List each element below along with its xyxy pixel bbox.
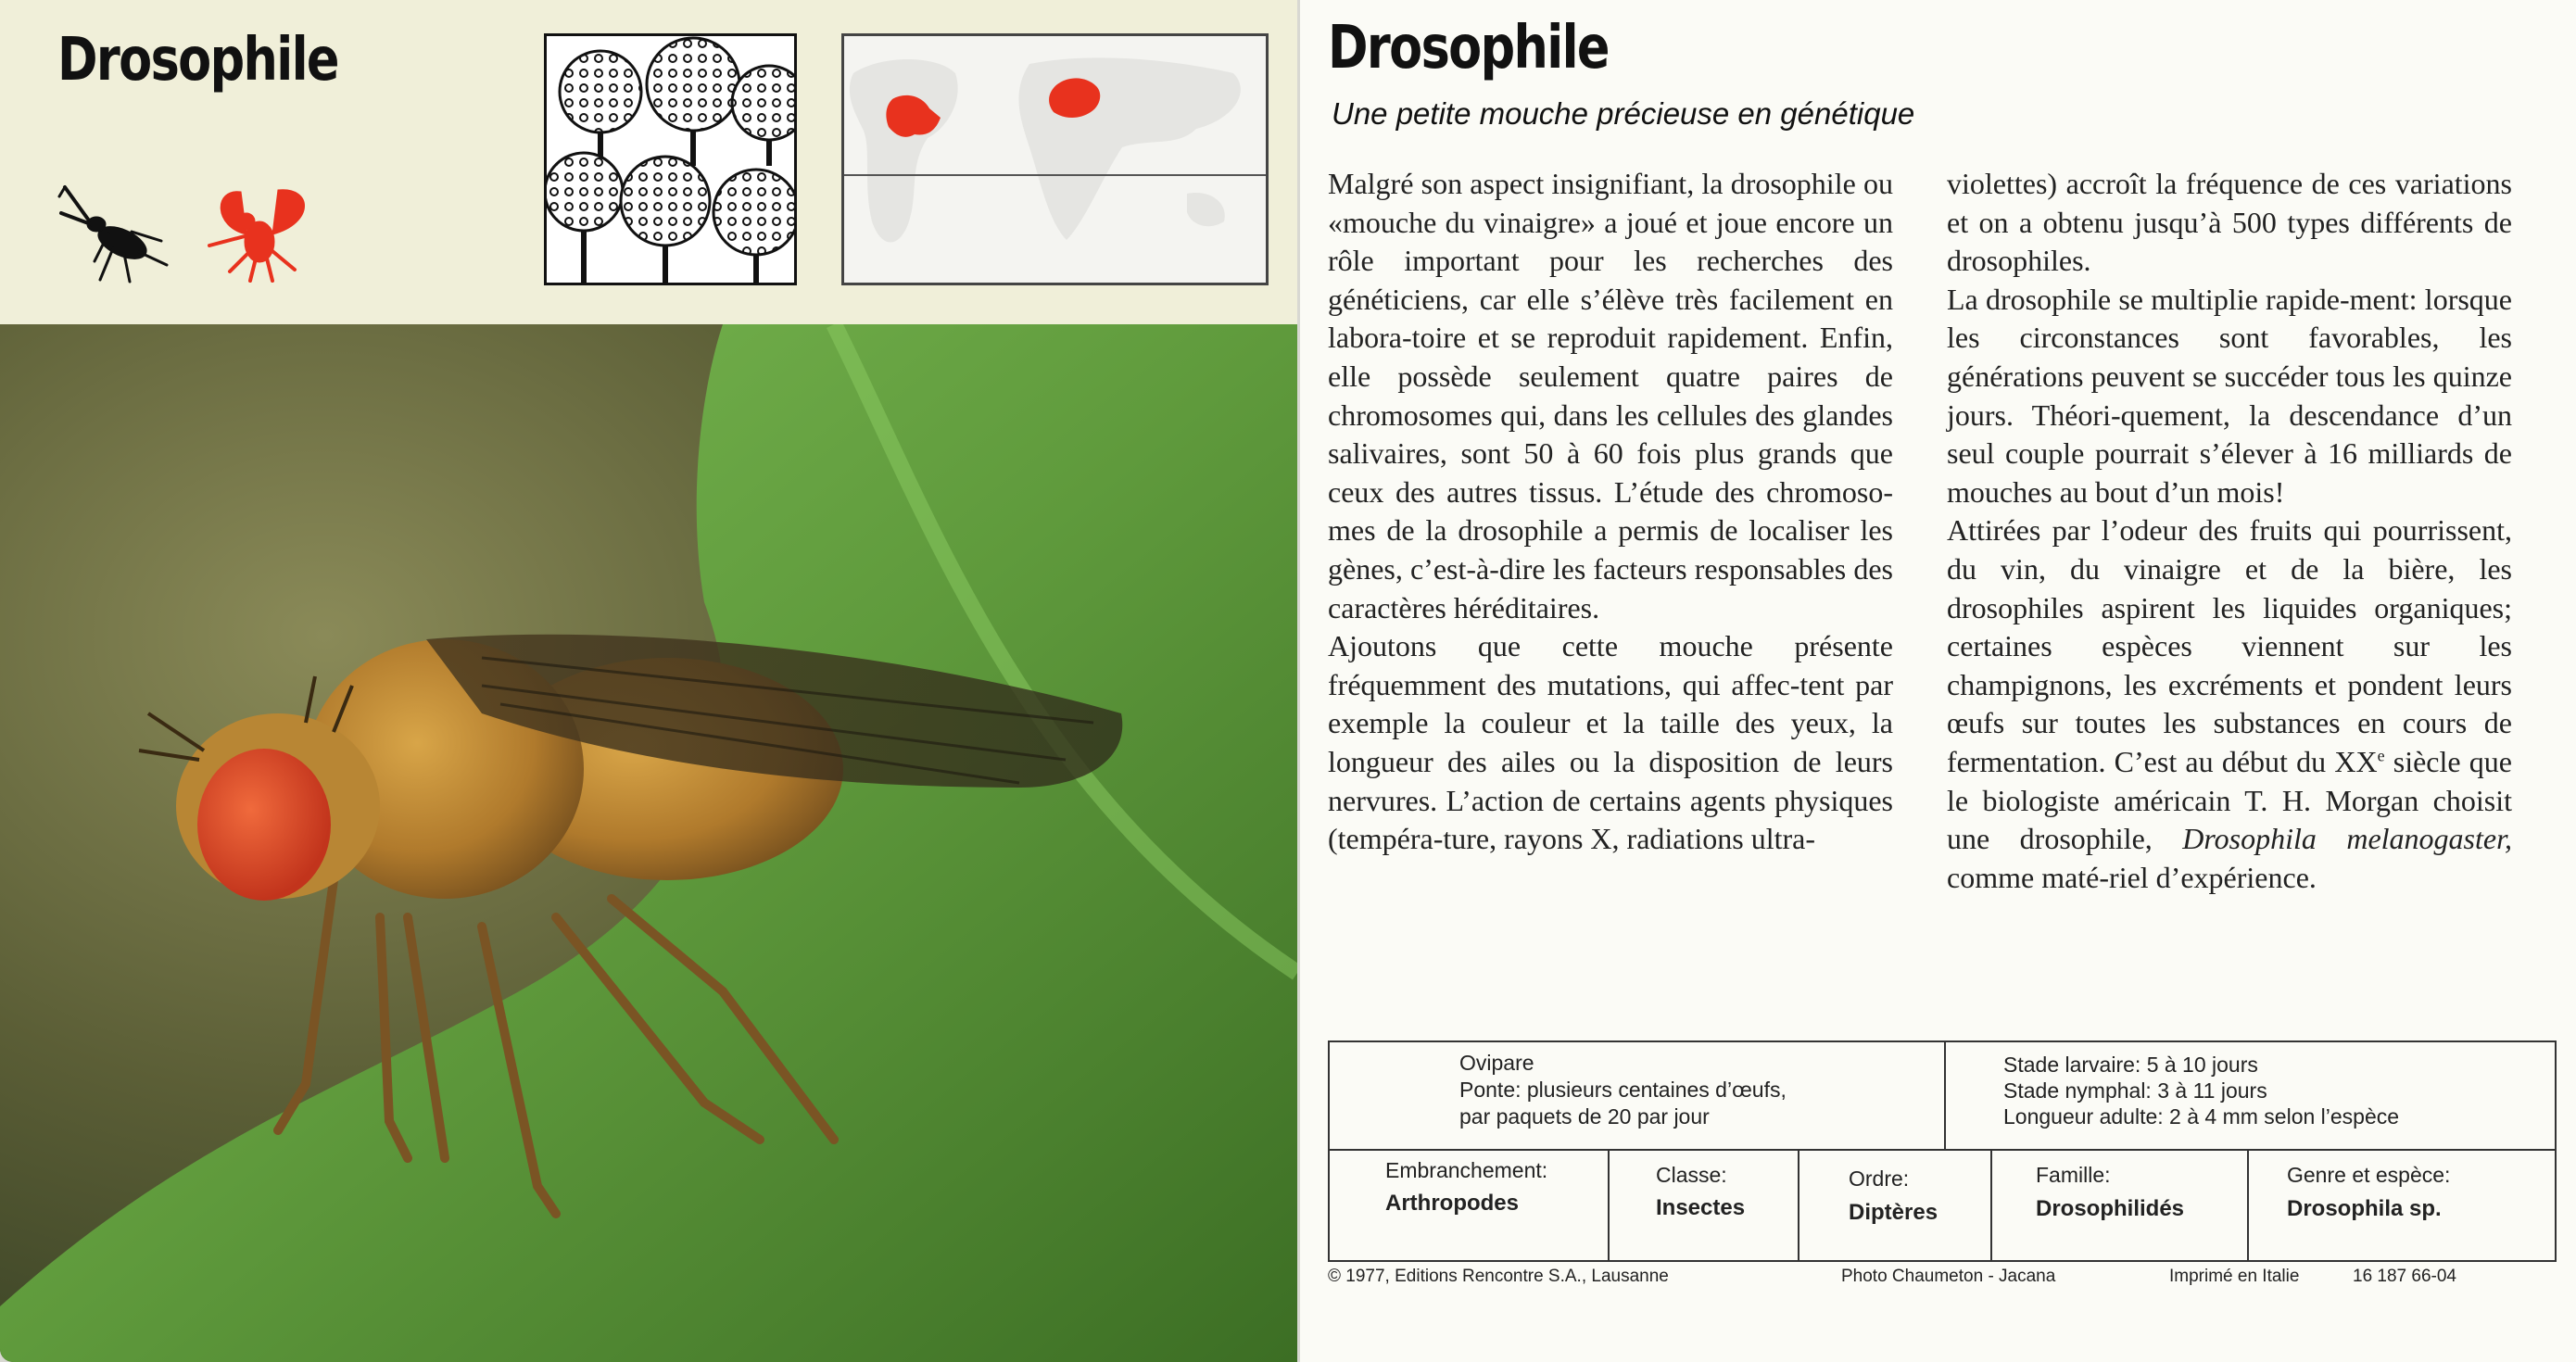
card-code: 16 187 66-04 (2353, 1267, 2456, 1286)
paragraph-text: comme maté-riel d’expérience. (1947, 860, 2317, 894)
embranchement-label: Embranchement: (1385, 1158, 1548, 1182)
famille-value: Drosophilidés (2036, 1196, 2185, 1221)
embranchement-value: Arthropodes (1385, 1191, 1519, 1216)
world-distribution-map (841, 33, 1269, 285)
famille-label: Famille: (2036, 1163, 2111, 1187)
species-name: Drosophila melanogaster, (2182, 822, 2513, 856)
forest-habitat-icon (544, 33, 797, 285)
beetle-icon (57, 176, 173, 287)
reproduction-line-3: par paquets de 20 par jour (1459, 1104, 1710, 1129)
paragraph: La drosophile se multiplie rapide-ment: lorsque les circonstances sont favorables, les générations peuvent se succéder tous les quinze jours. Théori-quement, la descendance d’un seul couple pourrait s’élever à 16 milliards de mouches au bout d’un mois! (1947, 282, 2512, 509)
paragraph-text: siècle que le biologiste américain T. H. Morgan choisit une drosophile, (1947, 744, 2513, 856)
divider (1990, 1149, 1992, 1262)
paragraph-text: Attirées par l’odeur des fruits qui pourrissent, du vin, du vinaigre et de la bière, les drosophiles aspirent les liquides organiques; certaines espèces viennent sur les champignons, les excréments et pondent leurs œufs sur toutes les substances en cours de fermentation. C’est au début du XX (1947, 513, 2512, 778)
stage-line-1: Stade larvaire: 5 à 10 jours (2003, 1053, 2258, 1077)
divider (1944, 1042, 1946, 1149)
superscript: e (2377, 746, 2385, 765)
drosophila-photo (0, 324, 1297, 1362)
printed-in: Imprimé en Italie (2169, 1267, 2300, 1286)
paragraph (1947, 511, 2512, 897)
subtitle: Une petite mouche précieuse en génétique (1332, 96, 1915, 131)
ordre-value: Diptères (1849, 1200, 1938, 1225)
text-column-1 (1328, 165, 1893, 859)
genre-label: Genre et espèce: (2287, 1163, 2451, 1187)
divider (2247, 1149, 2249, 1262)
divider (1330, 1149, 2555, 1151)
copyright: © 1977, Editions Rencontre S.A., Lausanne (1328, 1267, 1669, 1286)
reproduction-line-1: Ovipare (1459, 1051, 1534, 1075)
front-title: Drosophile (57, 26, 338, 95)
info-table (1328, 1040, 2557, 1262)
back-title: Drosophile (1328, 14, 1609, 82)
divider (1608, 1149, 1610, 1262)
photo-credit: Photo Chaumeton - Jacana (1841, 1267, 2056, 1286)
classe-value: Insectes (1656, 1195, 1746, 1220)
paragraph: Ajoutons que cette mouche présente fréquemment des mutations, qui affec-tent par exemple la couleur et la taille des yeux, la longueur des ailes ou la disposition de leurs nervures. L’action de certains agents physiques (tempéra-ture, rayons X, radiations ultra- (1328, 629, 1893, 856)
genre-value: Drosophila sp. (2287, 1196, 2442, 1221)
reproduction-line-2: Ponte: plusieurs centaines d’œufs, (1459, 1078, 1787, 1102)
ordre-label: Ordre: (1849, 1167, 1910, 1191)
paragraph: violettes) accroît la fréquence de ces variations et on a obtenu jusqu’à 500 types différents de drosophiles. (1947, 167, 2512, 278)
stage-line-2: Stade nymphal: 3 à 11 jours (2003, 1078, 2267, 1103)
classe-label: Classe: (1656, 1163, 1727, 1187)
card-back (1300, 0, 2576, 1362)
fly-icon (204, 181, 320, 287)
stage-line-3: Longueur adulte: 2 à 4 mm selon l’espèce (2003, 1104, 2400, 1129)
text-column-2 (1947, 165, 2512, 897)
paragraph: Malgré son aspect insignifiant, la drosophile ou «mouche du vinaigre» a joué et joue encore un rôle important pour les recherches des généticiens, car elle s’élève très facilement en labora-toire et se reproduit rapidement. Enfin, elle possède seulement quatre paires de chromosomes qui, dans les cellules des glandes salivaires, sont 50 à 60 fois plus grands que ceux des autres tissus. L’étude des chromoso-mes de la drosophile a permis de localiser les gènes, c’est-à-dire les facteurs responsables des caractères héréditaires. (1328, 167, 1893, 624)
divider (1798, 1149, 1799, 1262)
